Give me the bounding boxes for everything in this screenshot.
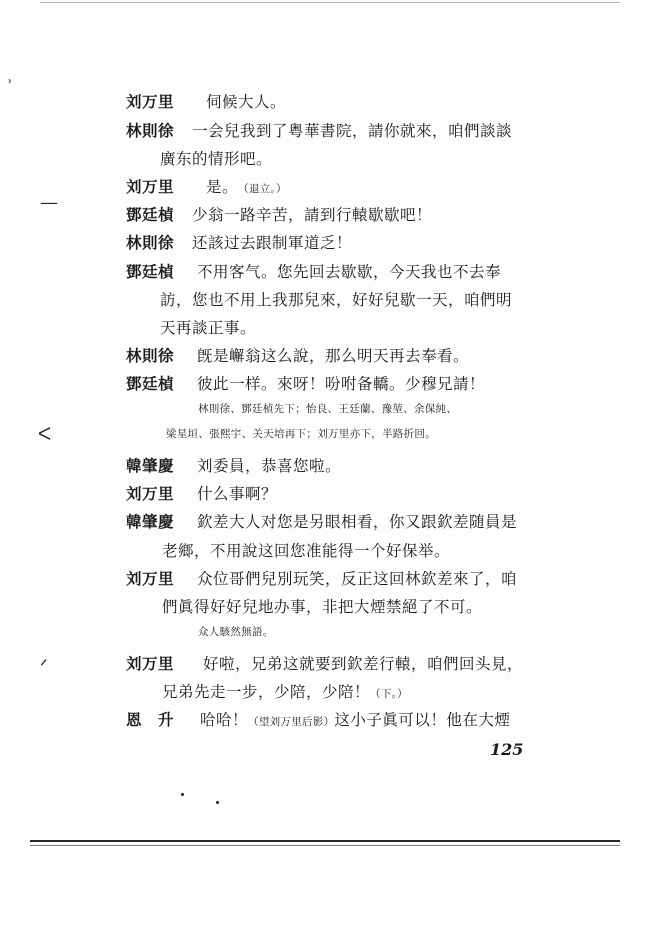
dialogue-line <box>126 456 341 476</box>
stage-note: （望刘万里后影） <box>248 716 335 728</box>
speech-text: 什么事啊？ <box>197 485 278 503</box>
dialogue-line <box>126 205 432 225</box>
dialogue-continuation <box>160 290 512 310</box>
speaker-name: 鄧廷楨 <box>126 205 175 224</box>
bottom-rule <box>30 845 620 846</box>
speaker-name: 刘万里 <box>126 654 175 673</box>
dialogue-continuation <box>162 682 408 704</box>
speaker-name: 林則徐 <box>126 233 175 252</box>
speech-text: 哈哈！ <box>200 711 249 729</box>
speaker-name: 鄧廷楨 <box>126 262 175 281</box>
dialogue-line <box>126 92 286 112</box>
dialogue-line <box>126 654 523 674</box>
speech-text: 少翁一路辛苦，請到行轅歇歇吧！ <box>192 206 433 224</box>
bottom-rule <box>30 840 620 842</box>
dialogue-continuation <box>162 541 450 561</box>
speaker-name: 韓肇慶 <box>126 456 175 475</box>
stage-direction: 林則徐、鄧廷楨先下；怡良、王廷蘭、豫堃、余保純、 <box>198 403 458 415</box>
dialogue-continuation <box>160 149 272 169</box>
dialogue-line <box>126 121 512 141</box>
dialogue-line <box>126 569 517 589</box>
speaker-name: 林則徐 <box>126 346 175 365</box>
speech-text: 彼此一样。來呀！吩咐备轎。少穆兄請！ <box>197 375 486 393</box>
speech-text: 廣东的情形吧。 <box>160 150 273 168</box>
speech-text: 还該过去跟制軍道乏！ <box>192 234 353 252</box>
margin-mark: — <box>40 192 58 213</box>
speaker-name: 刘万里 <box>126 484 175 503</box>
speech-text: 伺候大人。 <box>206 93 287 111</box>
scan-speck <box>181 793 184 796</box>
dialogue-line <box>126 374 485 394</box>
speech-text: 天再談正事。 <box>160 319 257 337</box>
speech-text: 不用客气。您先回去歇歇，今天我也不去奉 <box>197 263 502 281</box>
speech-text: 好啦，兄弟这就要到欽差行轅，咱們回头見， <box>203 655 524 673</box>
speech-text: 們眞得好好兒地办事，非把大煙禁絕了不可。 <box>162 598 483 616</box>
speaker-name: 刘万里 <box>126 569 175 588</box>
dialogue-line <box>126 484 277 504</box>
speech-text: 訪，您也不用上我那兒來，好好兒歇一天，咱們明 <box>160 291 513 309</box>
stage-note: （退立。） <box>238 183 287 195</box>
stage-note: （下。） <box>370 688 408 700</box>
scan-speck <box>216 801 219 804</box>
speech-text: 老鄉，不用說这回您准能得一个好保举。 <box>162 542 451 560</box>
dialogue-line <box>126 512 517 532</box>
speaker-name: 韓肇慶 <box>126 512 175 531</box>
dialogue-continuation <box>162 597 482 617</box>
dialogue-line <box>126 262 501 282</box>
speech-text: 兄弟先走一步，少陪，少陪！ <box>162 683 371 701</box>
speech-text: 是。 <box>206 178 239 196</box>
speaker-name: 林則徐 <box>126 121 175 140</box>
speech-text: 一会兒我到了粤華書院，請你就來，咱們談談 <box>192 122 513 140</box>
margin-mark: ʾ <box>8 78 13 94</box>
stage-direction: 梁星垣、張熙宇、关天培再下；刘万里亦下，半路折回。 <box>166 428 436 440</box>
speech-text: 刘委員，恭喜您啦。 <box>197 457 342 475</box>
speech-text: 这小子眞可以！他在大煙 <box>334 711 511 729</box>
speaker-name: 鄧廷楨 <box>126 374 175 393</box>
margin-mark: ᐸ <box>38 424 52 445</box>
dialogue-continuation <box>160 318 256 338</box>
speaker-name: 刘万里 <box>126 177 175 196</box>
dialogue-line <box>126 177 287 199</box>
speech-text: 旣是嶰翁这么說，那么明天再去奉看。 <box>197 347 470 365</box>
speech-text: 欽差大人对您是另眼相看，你又跟欽差随員是 <box>197 513 518 531</box>
dialogue-line <box>126 710 510 732</box>
top-rule <box>40 2 620 3</box>
speech-text: 众位哥們兒別玩笑，反正这回林欽差來了，咱 <box>197 570 518 588</box>
dialogue-line <box>126 346 469 366</box>
margin-mark: ᐟ <box>40 656 48 677</box>
stage-direction: 众人駭然無語。 <box>198 626 274 638</box>
speaker-name: 恩 升 <box>126 710 175 729</box>
speaker-name: 刘万里 <box>126 92 175 111</box>
dialogue-line <box>126 233 352 253</box>
page-number: 125 <box>490 740 524 759</box>
